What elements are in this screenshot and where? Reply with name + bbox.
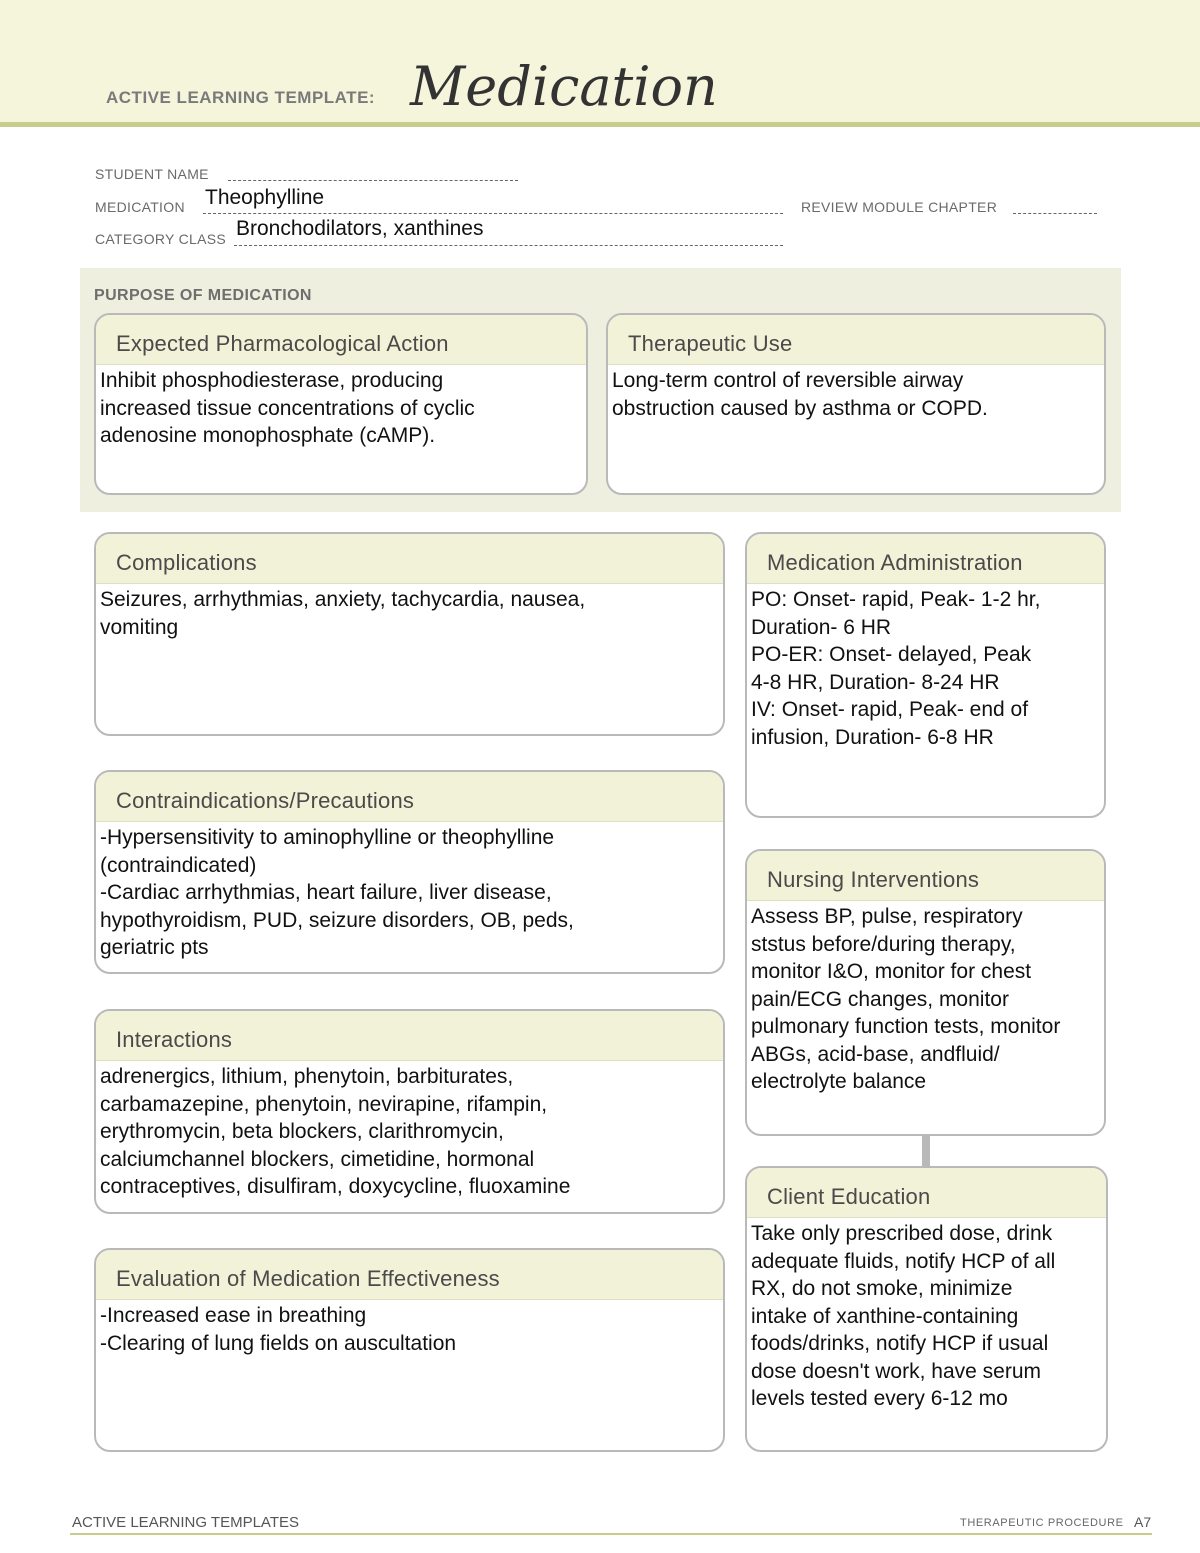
medication-label: MEDICATION — [95, 199, 185, 215]
footer-page-code: A7 — [1134, 1514, 1152, 1530]
interactions-title: Interactions — [96, 1011, 723, 1061]
footer-left-text: ACTIVE LEARNING TEMPLATES — [72, 1514, 299, 1531]
therapeutic-use-box — [606, 313, 1106, 495]
evaluation-box — [94, 1248, 725, 1452]
interactions-box — [94, 1009, 725, 1214]
review-module-field[interactable] — [1013, 213, 1097, 214]
evaluation-text[interactable]: -Increased ease in breathing -Clearing of lung fields on auscultation — [100, 1304, 457, 1355]
complications-box — [94, 532, 725, 736]
nursing-interventions-title: Nursing Interventions — [747, 851, 1104, 901]
review-module-label: REVIEW MODULE CHAPTER — [801, 199, 998, 215]
client-education-text[interactable]: Take only prescribed dose, drink adequate fluids, notify HCP of all RX, do not smoke, minimize intake of xanthine-containing foods/drinks, notify HCP if usual dose doesn't work, have serum levels tested every 6-12 mo — [751, 1222, 1056, 1410]
therapeutic-use-text[interactable]: Long-term control of reversible airway obstruction caused by asthma or COPD. — [612, 369, 988, 420]
contraindications-title: Contraindications/Precautions — [96, 772, 723, 822]
complications-text[interactable]: Seizures, arrhythmias, anxiety, tachycardia, nausea, vomiting — [100, 588, 586, 639]
expected-action-box — [94, 313, 588, 495]
client-education-box — [745, 1166, 1108, 1452]
footer-divider — [70, 1533, 1152, 1535]
expected-action-title: Expected Pharmacological Action — [96, 315, 586, 365]
medication-field[interactable] — [203, 213, 783, 214]
medication-administration-text[interactable]: PO: Onset- rapid, Peak- 1-2 hr, Duration- 6 HR PO-ER: Onset- delayed, Peak 4-8 HR, Duration- 8-24 HR IV: Onset- rapid, Peak- end of infusion, Duration- 6-8 HR — [751, 588, 1041, 749]
nursing-interventions-box — [745, 849, 1106, 1136]
student-name-label: STUDENT NAME — [95, 166, 209, 182]
evaluation-title: Evaluation of Medication Effectiveness — [96, 1250, 723, 1300]
box-connector — [922, 1135, 930, 1167]
contraindications-box — [94, 770, 725, 974]
template-label: ACTIVE LEARNING TEMPLATE: — [106, 88, 376, 107]
category-class-field[interactable] — [234, 245, 783, 246]
nursing-interventions-text[interactable]: Assess BP, pulse, respiratory ststus before/during therapy, monitor I&O, monitor for chest pain/ECG changes, monitor pulmonary function tests, monitor ABGs, acid-base, andfluid/ electrolyte balance — [751, 905, 1061, 1093]
student-name-field[interactable] — [228, 180, 518, 181]
client-education-title: Client Education — [747, 1168, 1106, 1218]
category-class-value: Bronchodilators, xanthines — [236, 217, 484, 240]
page-title: Medication — [410, 55, 718, 118]
contraindications-text[interactable]: -Hypersensitivity to aminophylline or theophylline (contraindicated) -Cardiac arrhythmias, heart failure, liver disease, hypothyroidism, PUD, seizure disorders, OB, peds, geriatric pts — [100, 826, 574, 959]
medication-administration-box — [745, 532, 1106, 818]
category-class-label: CATEGORY CLASS — [95, 231, 227, 247]
complications-title: Complications — [96, 534, 723, 584]
therapeutic-use-title: Therapeutic Use — [608, 315, 1104, 365]
medication-administration-title: Medication Administration — [747, 534, 1104, 584]
interactions-text[interactable]: adrenergics, lithium, phenytoin, barbiturates, carbamazepine, phenytoin, nevirapine, rifampin, erythromycin, beta blockers, clarithromycin, calciumchannel blockers, cimetidine, hormonal contraceptives, disulfiram, doxycycline, fluoxamine — [100, 1065, 571, 1198]
expected-action-text[interactable]: Inhibit phosphodiesterase, producing increased tissue concentrations of cyclic adenosine monophosphate (cAMP). — [100, 369, 475, 447]
medication-value: Theophylline — [205, 186, 325, 209]
purpose-label: PURPOSE OF MEDICATION — [94, 287, 312, 304]
footer-right-text: THERAPEUTIC PROCEDURE — [960, 1517, 1124, 1529]
